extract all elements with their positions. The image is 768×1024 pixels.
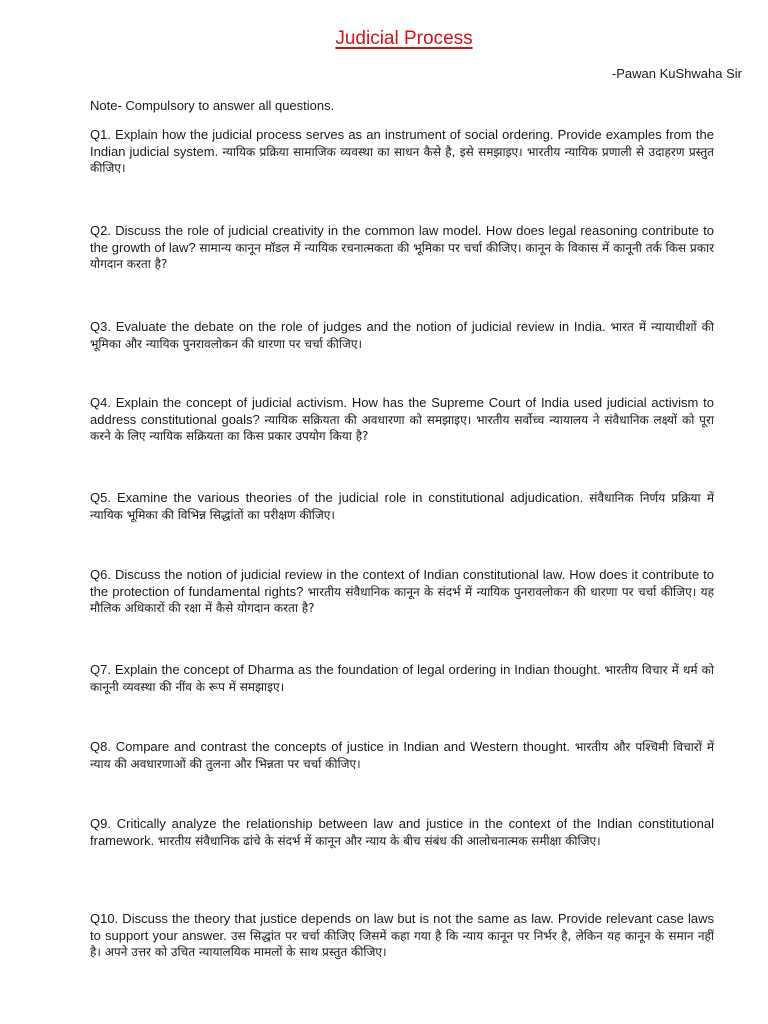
question-text-hi: भारतीय संवैधानिक ढांचे के संदर्भ में कानून और न्याय के बीच संबंध की आलोचनात्मक समीक्षा कीजिए।	[157, 833, 601, 848]
question-text-hi: उस सिद्धांत पर चर्चा कीजिए जिसमें कहा गया है कि न्याय कानून पर निर्भर है, लेकिन यह कानून के समान नहीं है। अपने उत्तर को उचित न्यायालयिक मामलों के साथ प्रस्तुत कीजिए।	[90, 928, 714, 959]
question-text-en: Q4. Explain the concept of judicial activism. How has the Supreme Court of India used judicial activism to address constitutional goals?	[90, 395, 714, 427]
question-text-hi: भारत में न्यायाधीशों की भूमिका और न्यायिक पुनरावलोकन की धारणा पर चर्चा कीजिए।	[90, 320, 715, 351]
question-text-en: Q2. Discuss the role of judicial creativity in the common law model. How does legal reasoning contribute to the growth of law?	[90, 223, 714, 255]
question-8	[90, 739, 714, 772]
question-text-en: Q10. Discuss the theory that justice depends on law but is not the same as law. Provide relevant case laws to support your answer.	[90, 911, 714, 943]
question-text-en: Q3. Evaluate the debate on the role of judges and the notion of judicial review in India.	[90, 319, 611, 334]
question-text-en: Q8. Compare and contrast the concepts of justice in Indian and Western thought.	[90, 739, 575, 754]
question-text-hi: न्यायिक प्रक्रिया सामाजिक व्यवस्था का साधन कैसे है, इसे समझाइए। भारतीय न्यायिक प्रणाली से उदाहरण प्रस्तुत कीजिए।	[90, 144, 715, 175]
question-1	[90, 127, 714, 177]
author-line: -Pawan KuShwaha Sir	[611, 66, 742, 81]
question-text-hi: भारतीय विचार में धर्म को कानूनी व्यवस्था की नींव के रूप में समझाइए।	[90, 663, 714, 694]
question-2	[90, 223, 714, 273]
question-text-en: Q6. Discuss the notion of judicial review in the context of Indian constitutional law. How does it contribute to the protection of fundamental rights?	[90, 567, 714, 599]
question-text-hi: न्यायिक सक्रियता की अवधारणा को समझाइए। भारतीय सर्वोच्च न्यायालय ने संवैधानिक लक्ष्यों को पूरा करने के लिए न्यायिक सक्रियता का किस प्रकार उपयोग किया है?	[90, 412, 714, 443]
question-text-hi: भारतीय संवैधानिक कानून के संदर्भ में न्यायिक पुनरावलोकन की धारणा पर चर्चा कीजिए। यह मौलिक अधिकारों की रक्षा में कैसे योगदान करता है?	[90, 584, 714, 615]
instruction-note: Note- Compulsory to answer all questions.	[90, 98, 335, 113]
question-6	[90, 567, 714, 617]
question-3	[90, 319, 714, 352]
question-text-en: Q7. Explain the concept of Dharma as the foundation of legal ordering in Indian thought.	[90, 662, 605, 677]
question-5	[90, 490, 714, 523]
question-10	[90, 911, 714, 961]
question-9	[90, 816, 714, 849]
question-text-en: Q5. Examine the various theories of the judicial role in constitutional adjudication.	[90, 490, 590, 505]
question-text-hi: भारतीय और पश्चिमी विचारों में न्याय की अवधारणाओं की तुलना और भिन्नता पर चर्चा कीजिए।	[90, 740, 714, 771]
question-text-hi: सामान्य कानून मॉडल में न्यायिक रचनात्मकता की भूमिका पर चर्चा कीजिए। कानून के विकास में कानूनी तर्क किस प्रकार योगदान करता है?	[90, 240, 714, 271]
question-4	[90, 395, 714, 445]
question-7	[90, 662, 714, 695]
question-text-en: Q1. Explain how the judicial process serves as an instrument of social ordering. Provide examples from the Indian judicial system.	[90, 127, 714, 159]
document-title: Judicial Process	[335, 28, 473, 49]
question-text-en: Q9. Critically analyze the relationship between law and justice in the context of the Indian constitutional framework.	[90, 816, 714, 848]
question-text-hi: संवैधानिक निर्णय प्रक्रिया में न्यायिक भूमिका की विभिन्न सिद्धांतों का परीक्षण कीजिए।	[90, 491, 714, 522]
